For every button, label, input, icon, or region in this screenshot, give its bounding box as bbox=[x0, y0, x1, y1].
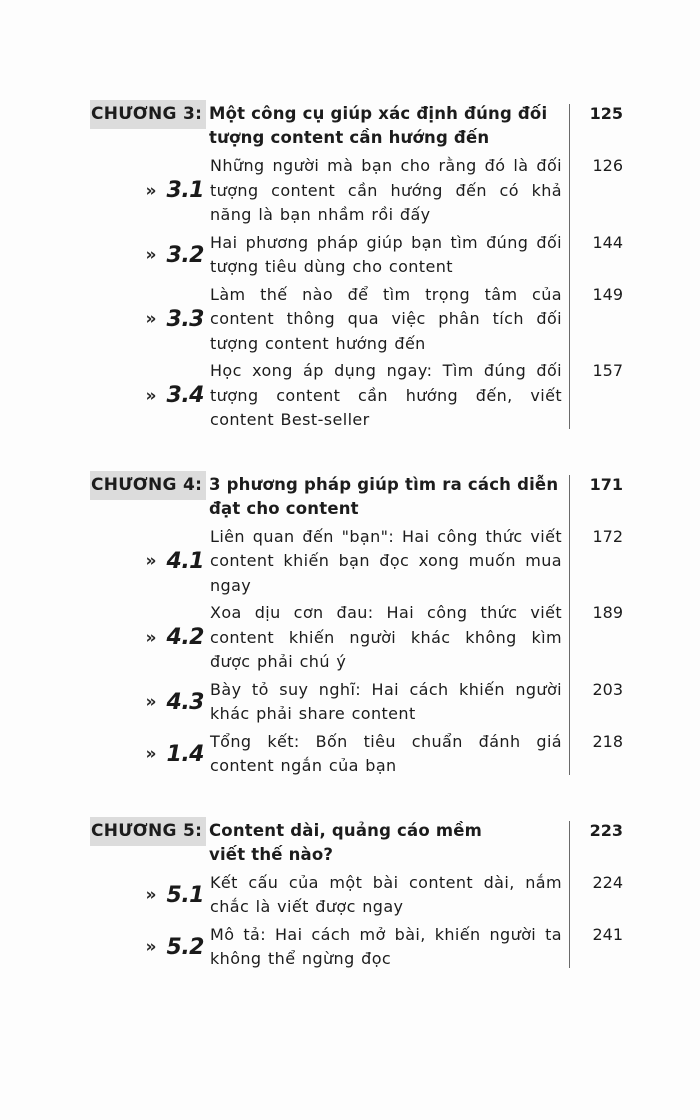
page-number: 125 bbox=[589, 104, 623, 123]
section-number: 5.1 bbox=[166, 882, 204, 908]
chapter-4 bbox=[90, 471, 630, 779]
chapter-heading[interactable] bbox=[90, 471, 630, 521]
section-number: 4.2 bbox=[166, 625, 204, 651]
page-number: 157 bbox=[592, 361, 623, 380]
page-number: 189 bbox=[592, 603, 623, 622]
double-chevron-right-icon: » bbox=[145, 627, 157, 648]
section-number: 4.1 bbox=[166, 548, 204, 574]
page-number: 126 bbox=[592, 156, 623, 175]
double-chevron-right-icon: » bbox=[145, 245, 157, 265]
section-number: 4.3 bbox=[166, 689, 204, 715]
section-title: Tổng kết: Bốn tiêu chuẩn đánh giá content ngắn của bạn bbox=[210, 731, 562, 775]
section-number: 3.2 bbox=[166, 242, 204, 268]
double-chevron-right-icon: » bbox=[145, 309, 157, 330]
chapter-label: CHƯƠNG 5: bbox=[90, 817, 206, 846]
section-entry[interactable] bbox=[90, 231, 630, 280]
chapter-heading[interactable] bbox=[90, 100, 630, 150]
section-entry[interactable] bbox=[90, 678, 630, 727]
page-number: 203 bbox=[592, 679, 623, 699]
chapter-5 bbox=[90, 817, 630, 972]
double-chevron-right-icon: » bbox=[145, 551, 157, 572]
double-chevron-right-icon: » bbox=[145, 744, 157, 764]
chapter-heading[interactable] bbox=[90, 817, 630, 867]
section-number: 3.1 bbox=[166, 178, 204, 204]
section-title: Xoa dịu cơn đau: Hai công thức viết content khiến người khác không kìm được phải chú ý bbox=[210, 603, 562, 671]
section-entry[interactable] bbox=[90, 154, 630, 228]
section-entry[interactable] bbox=[90, 525, 630, 599]
double-chevron-right-icon: » bbox=[145, 885, 157, 905]
section-title: Học xong áp dụng ngay: Tìm đúng đối tượng content cần hướng đến, viết content Best-seller bbox=[210, 361, 562, 429]
section-entry[interactable] bbox=[90, 601, 630, 675]
table-of-contents bbox=[90, 100, 630, 1010]
section-number: 3.4 bbox=[166, 383, 204, 409]
section-entry[interactable] bbox=[90, 923, 630, 972]
section-entry[interactable] bbox=[90, 359, 630, 433]
section-entry[interactable] bbox=[90, 283, 630, 357]
page-number: 218 bbox=[592, 731, 623, 751]
double-chevron-right-icon: » bbox=[145, 385, 157, 406]
section-title: Làm thế nào để tìm trọng tâm của content thông qua việc phân tích đối tượng content hướng đến bbox=[210, 284, 562, 353]
section-title: Mô tả: Hai cách mở bài, khiến người ta không thể ngừng đọc bbox=[210, 924, 562, 968]
section-number: 3.3 bbox=[166, 306, 204, 332]
double-chevron-right-icon: » bbox=[145, 937, 157, 957]
page-number: 149 bbox=[592, 284, 623, 304]
section-entry[interactable] bbox=[90, 730, 630, 779]
chapter-title: Content dài, quảng cáo mềm viết thế nào? bbox=[209, 820, 483, 864]
page-number: 144 bbox=[592, 232, 623, 252]
double-chevron-right-icon: » bbox=[145, 180, 157, 201]
chapter-label: CHƯƠNG 3: bbox=[90, 100, 206, 129]
page-number: 224 bbox=[592, 872, 623, 892]
chapter-label: CHƯƠNG 4: bbox=[90, 471, 206, 500]
page-number: 241 bbox=[592, 924, 623, 944]
section-title: Những người mà bạn cho rằng đó là đối tượng content cần hướng đến có khả năng là bạn nhầm rồi đấy bbox=[210, 156, 562, 224]
page-number: 223 bbox=[589, 820, 623, 840]
section-title: Bày tỏ suy nghĩ: Hai cách khiến người khác phải share content bbox=[210, 679, 562, 723]
section-entry[interactable] bbox=[90, 871, 630, 920]
chapter-title: Một công cụ giúp xác định đúng đối tượng content cần hướng đến bbox=[209, 104, 548, 147]
double-chevron-right-icon: » bbox=[145, 692, 157, 712]
section-title: Kết cấu của một bài content dài, nắm chắc là viết được ngay bbox=[210, 872, 562, 916]
section-number: 5.2 bbox=[166, 934, 204, 960]
chapter-3 bbox=[90, 100, 630, 433]
page-number: 171 bbox=[589, 474, 623, 494]
page-number: 172 bbox=[592, 526, 623, 546]
chapter-title: 3 phương pháp giúp tìm ra cách diễn đạt cho content bbox=[209, 474, 559, 518]
section-title: Hai phương pháp giúp bạn tìm đúng đối tượng tiêu dùng cho content bbox=[210, 232, 562, 276]
section-title: Liên quan đến "bạn": Hai công thức viết content khiến bạn đọc xong muốn mua ngay bbox=[210, 526, 562, 595]
section-number: 1.4 bbox=[166, 741, 204, 767]
